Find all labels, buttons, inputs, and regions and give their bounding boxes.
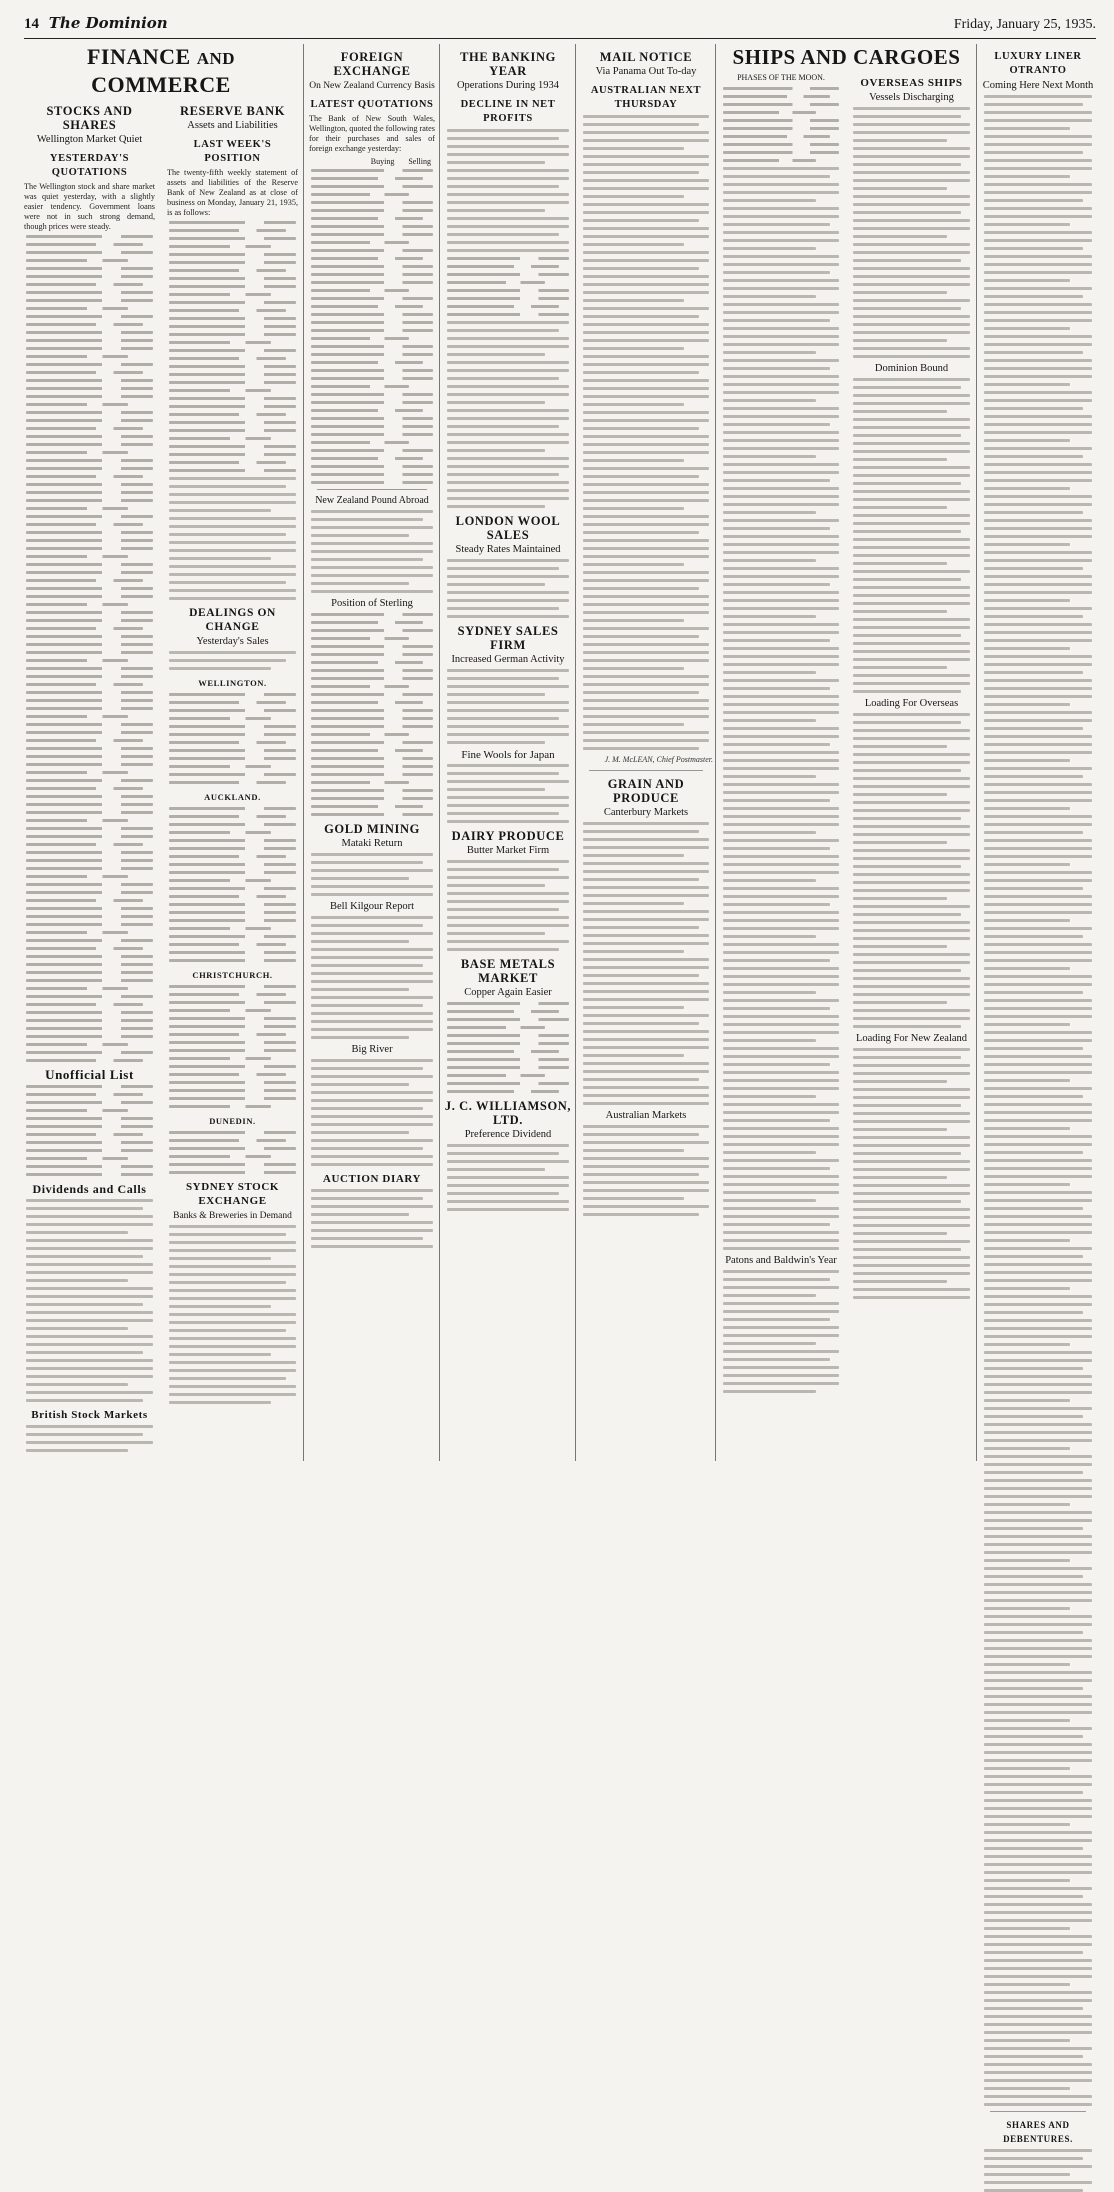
postmaster-signature: J. M. McLEAN, Chief Postmaster. (604, 755, 713, 764)
heading-mail-notice: MAIL NOTICE (599, 50, 693, 64)
heading-sydney-sales-firm: SYDNEY SALES FIRM (457, 624, 559, 652)
loading-overseas-text-illegible (853, 713, 970, 1028)
sydney-text-illegible (169, 1225, 296, 1404)
heading-dealings-on-change: DEALINGS ON CHANGE (189, 607, 276, 633)
divider (990, 2111, 1086, 2112)
column-rule (976, 44, 977, 1461)
subheading-mataki-return: Mataki Return (341, 838, 403, 849)
heading-williamson: J. C. WILLIAMSON, LTD. (444, 1099, 572, 1127)
subheading-fine-wools-japan: Fine Wools for Japan (461, 749, 555, 761)
subheading-big-river: Big River (351, 1044, 393, 1055)
column-ships (719, 44, 974, 1461)
paragraph-exchange-intro: The Bank of New South Wales, Wellington, quoted the following rates for their purchases and sales of foreign exchange yesterday: (309, 114, 435, 153)
stocks-column (22, 98, 157, 1457)
williamson-text-illegible (447, 1144, 569, 1211)
japan-text-illegible (447, 764, 569, 823)
subheading-yesterdays-sales: Yesterday's Sales (196, 636, 269, 647)
finance-subcolumns (22, 98, 300, 1457)
mataki-text-illegible (311, 853, 433, 896)
heading-last-weeks-position: LAST WEEK'S POSITION (193, 139, 272, 164)
dairy-text-illegible (447, 860, 569, 951)
subheading-position-of-sterling: Position of Sterling (331, 598, 413, 609)
heading-sydney-stock-exchange: SYDNEY STOCK EXCHANGE (185, 1181, 280, 1207)
label-auckland: AUCKLAND. (204, 792, 261, 802)
heading-base-metals: BASE METALS MARKET (460, 957, 556, 985)
unofficial-list-illegible (26, 1085, 153, 1176)
header-selling: Selling (408, 157, 431, 166)
title-finance: FINANCE (86, 44, 191, 69)
heading-australian-next-thursday: AUSTRALIAN NEXT THURSDAY (590, 85, 702, 110)
column-rule (715, 44, 716, 1461)
column-mail (579, 44, 713, 1461)
subheading-phases-moon: PHASES OF THE MOON. (737, 73, 825, 82)
exchange-table-header (313, 157, 431, 166)
loading-nz-text-illegible (853, 1048, 970, 1299)
heading-ships-cargoes: SHIPS AND CARGOES (732, 45, 961, 69)
heading-decline-net-profits: DECLINE IN NET PROFITS (460, 99, 556, 124)
australian-markets-text-illegible (583, 1125, 709, 1216)
heading-grain-produce: GRAIN AND PRODUCE (607, 777, 685, 805)
subheading-vessels-discharging: Vessels Discharging (869, 92, 954, 103)
heading-latest-quotations: LATEST QUOTATIONS (310, 99, 434, 110)
heading-dairy-produce: DAIRY PRODUCE (451, 829, 565, 843)
wellington-sales-illegible (169, 693, 296, 784)
column-rule (575, 44, 576, 1461)
paragraph-reserve-intro: The twenty-fifth weekly statement of assets and liabilities of the Reserve Bank of New Zealand as at close of business on Monday, January 21, 1935, is as follows: (167, 168, 298, 217)
heading-auction-diary: AUCTION DIARY (322, 1173, 422, 1185)
column-otranto (980, 44, 1096, 2144)
heading-yesterdays-quotations: YESTERDAY'S QUOTATIONS (49, 153, 130, 178)
column-rule (439, 44, 440, 1461)
masthead-left (24, 14, 168, 33)
section-title-finance (22, 44, 300, 98)
subheading-dominion-bound: Dominion Bound (874, 363, 949, 374)
heading-stocks-shares: STOCKS AND SHARES (46, 104, 133, 132)
subheading-german-activity: Increased German Activity (451, 654, 565, 665)
heading-overseas-ships: OVERSEAS SHIPS (860, 77, 963, 89)
sydney-sales-text-illegible (447, 669, 569, 744)
heading-london-wool-sales: LONDON WOOL SALES (455, 514, 561, 542)
subheading-banks-breweries: Banks & Breweries in Demand (173, 1211, 292, 1221)
subheading-canterbury-markets: Canterbury Markets (603, 807, 689, 818)
subheading-steady-rates: Steady Rates Maintained (455, 544, 561, 555)
subheading-loading-overseas: Loading For Overseas (864, 698, 959, 709)
banking-text2-illegible (447, 321, 569, 508)
column-rule (303, 44, 304, 1461)
subheading-wellington-market: Wellington Market Quiet (36, 134, 143, 145)
moon-table-illegible (723, 87, 839, 162)
subheading-preference-dividend: Preference Dividend (464, 1129, 552, 1140)
heading-unofficial-list: Unofficial List (45, 1067, 134, 1082)
header-buying: Buying (370, 157, 395, 166)
divider (317, 489, 427, 490)
heading-shares-debentures: SHARES AND DEBENTURES. (1003, 2120, 1073, 2144)
dunedin-sales-illegible (169, 1131, 296, 1174)
pound-abroad-text-illegible (311, 510, 433, 593)
quotation-table-illegible (26, 235, 153, 1062)
heading-banking-year: THE BANKING YEAR (460, 50, 556, 78)
discharging-text-illegible (853, 107, 970, 358)
subheading-nz-pound-abroad: New Zealand Pound Abroad (315, 495, 429, 506)
heading-dividends-calls: Dividends and Calls (32, 1182, 147, 1196)
page-number: 14 (24, 16, 39, 32)
paragraph-stocks-intro: The Wellington stock and share market was quiet yesterday, with a slightly easier tendency. Government loans were not in such strong demand, though prices were steady. (24, 182, 155, 231)
reserve-bank-column (165, 98, 300, 1457)
banking-table-illegible (447, 257, 569, 316)
ships-left-column (719, 70, 843, 1398)
reserve-table-illegible (169, 221, 296, 472)
subheading-bell-kilgour: Bell Kilgour Report (330, 901, 414, 912)
subheading-australian-markets: Australian Markets (605, 1110, 687, 1121)
sales-intro-illegible (169, 651, 296, 670)
shares-ad-text-illegible (984, 2149, 1092, 2192)
ships-subcolumns (719, 70, 974, 1398)
label-christchurch: CHRISTCHURCH. (192, 970, 273, 980)
reserve-text-illegible (169, 477, 296, 600)
big-river-text-illegible (311, 1059, 433, 1166)
heading-reserve-bank: RESERVE BANK (179, 104, 286, 118)
patons-text-illegible (723, 1270, 839, 1393)
subheading-operations-1934: Operations During 1934 (456, 80, 560, 91)
exchange-table-illegible (311, 169, 433, 484)
heading-gold-mining: GOLD MINING (324, 822, 420, 836)
dominion-bound-text-illegible (853, 378, 970, 693)
heading-luxury-liner: LUXURY LINER OTRANTO (994, 51, 1082, 76)
heading-foreign-exchange: FOREIGN EXCHANGE (333, 50, 411, 78)
subheading-assets-liabilities: Assets and Liabilities (187, 120, 278, 131)
mail-text-illegible (583, 115, 709, 750)
paper-name: The Dominion (48, 14, 168, 32)
subheading-patons-baldwins: Patons and Baldwin's Year (725, 1255, 837, 1266)
bell-kilgour-text-illegible (311, 916, 433, 1039)
subheading-nz-currency: On New Zealand Currency Basis (309, 81, 435, 91)
subheading-copper-easier: Copper Again Easier (464, 987, 552, 998)
subheading-coming-here: Coming Here Next Month (982, 80, 1094, 91)
ships-right-column (849, 70, 974, 1398)
metals-table-illegible (447, 1002, 569, 1093)
title-and: AND (196, 49, 236, 68)
wool-text-illegible (447, 559, 569, 618)
label-dunedin: DUNEDIN. (209, 1116, 256, 1126)
sterling-table-illegible (311, 613, 433, 816)
dividends-text-illegible (26, 1199, 153, 1402)
column-foreign-exchange (307, 44, 437, 1461)
label-wellington: WELLINGTON. (198, 678, 267, 688)
subheading-loading-nz: Loading For New Zealand (855, 1033, 968, 1044)
issue-date: Friday, January 25, 1935. (953, 17, 1096, 32)
subheading-butter-firm: Butter Market Firm (466, 845, 550, 856)
masthead (24, 14, 1096, 39)
british-markets-text-illegible (26, 1425, 153, 1452)
banking-text-illegible (447, 129, 569, 252)
column-banking (443, 44, 573, 1461)
auction-text-illegible (311, 1189, 433, 1248)
subheading-via-panama: Via Panama Out To-day (595, 66, 697, 77)
divider (589, 770, 703, 771)
title-commerce: COMMERCE (91, 72, 231, 97)
column-finance (22, 44, 300, 1461)
arrivals-departures-illegible (723, 167, 839, 1250)
heading-british-stock-markets: British Stock Markets (31, 1409, 148, 1421)
otranto-text-illegible (984, 95, 1092, 2106)
grain-text-illegible (583, 822, 709, 1105)
christchurch-sales-illegible (169, 985, 296, 1108)
auckland-sales-illegible (169, 807, 296, 962)
